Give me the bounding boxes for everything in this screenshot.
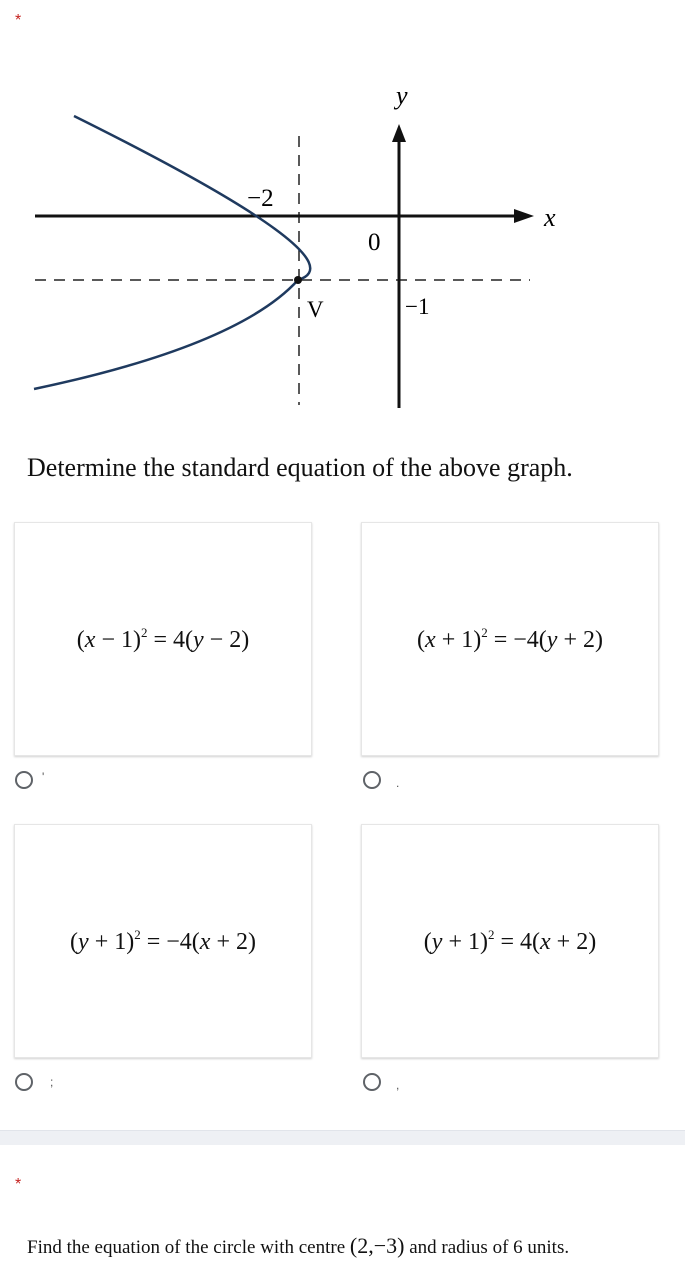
label-origin: 0 (368, 229, 381, 256)
x-axis-label: x (544, 203, 556, 232)
question-divider (0, 1130, 685, 1145)
label-minus-one: −1 (405, 294, 430, 319)
option-1-mark: ' (42, 770, 45, 784)
option-card-4[interactable] (361, 824, 659, 1058)
vertex-label: V (307, 297, 324, 322)
option-3-mark: ; (50, 1075, 54, 1089)
vertex-point (294, 276, 302, 284)
option-1-equation: $(x - 1)^2 = 4(y - 2)$ (76, 624, 250, 653)
option-2-equation: $(x + 1)^2 = -4(y + 2)$ (417, 624, 603, 653)
option-4-equation: $(y + 1)^2 = 4(x + 2)$ (423, 926, 597, 955)
x-axis-arrow-icon (514, 209, 534, 223)
question-1-prompt: Determine the standard equation of the above graph. (27, 453, 573, 482)
option-3-radio[interactable] (15, 1073, 33, 1091)
question-2-prompt: Find the equation of the circle with centre (2,−3) and radius of 6 units. (27, 1233, 570, 1258)
label-minus-two: −2 (247, 185, 274, 212)
option-2-mark: . (396, 776, 400, 790)
option-card-1[interactable] (14, 522, 312, 756)
option-2-radio[interactable] (363, 771, 381, 789)
option-3-equation: $(y + 1)^2 = -4(x + 2)$ (70, 926, 256, 955)
option-4-mark: , (396, 1078, 400, 1092)
option-card-2[interactable] (361, 522, 659, 756)
y-axis-label: y (396, 81, 408, 110)
option-card-3[interactable] (14, 824, 312, 1058)
required-marker: * (15, 12, 22, 29)
option-1-radio[interactable] (15, 771, 33, 789)
parabola-graph (0, 60, 685, 420)
y-axis-arrow-icon (392, 124, 406, 142)
parabola-curve (34, 116, 310, 389)
option-4-radio[interactable] (363, 1073, 381, 1091)
required-marker-2: * (15, 1176, 22, 1193)
centre-point: (2,−3) (349, 1233, 405, 1258)
